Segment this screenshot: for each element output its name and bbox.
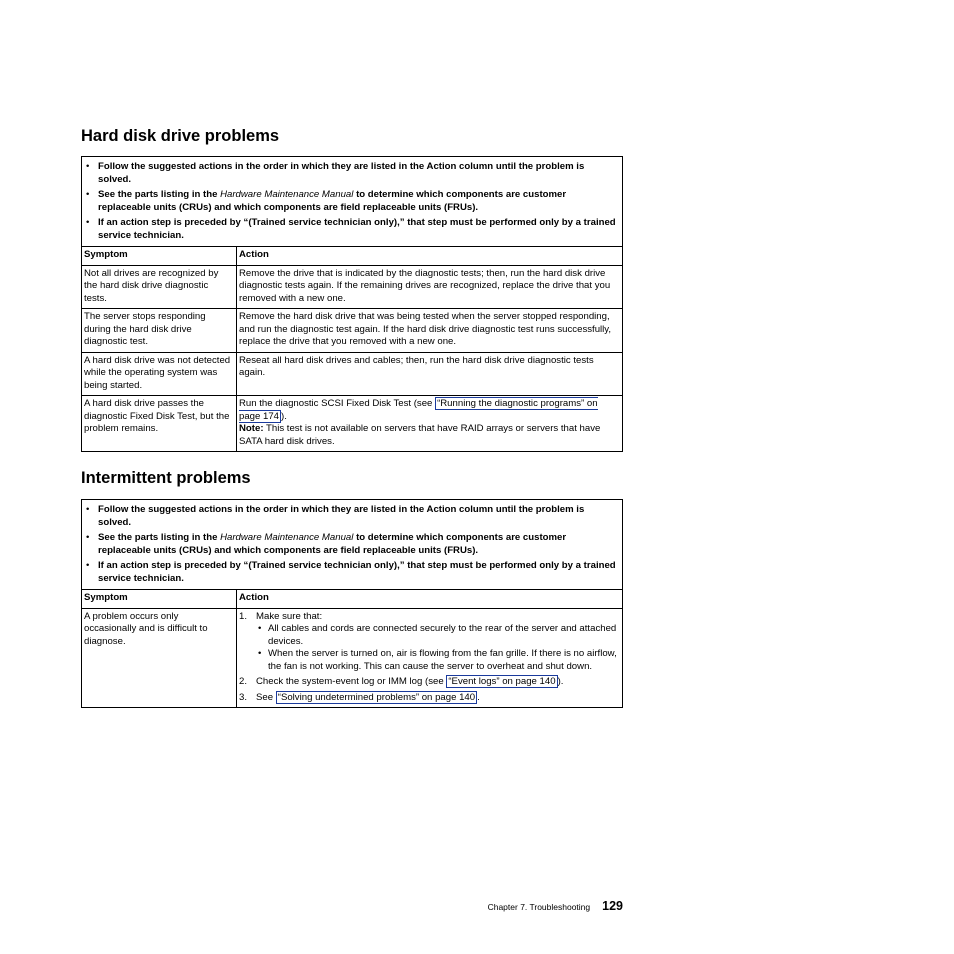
table-row (82, 266, 622, 310)
bullet-icon: • (86, 217, 90, 228)
action-steps (239, 611, 618, 705)
running-diagnostic-programs-link[interactable]: “Running the diagnostic programs” on page 174 (239, 398, 598, 422)
bullet-icon: • (86, 532, 90, 543)
action-step: 1. Make sure that: • All cables and cords are connected securely to the rear of the server and attached devices. • When the server is turned on, air is flowing from the fan grille. If there is no airflow, the fan is not working. This can cause the server to overheat and shut down. (239, 610, 617, 672)
section-title-hard-disk: Hard disk drive problems (81, 127, 280, 145)
symptom-cell: A hard disk drive passes the diagnostic Fixed Disk Test, but the problem remains. (82, 396, 237, 451)
note-item: • See the parts listing in the Hardware Maintenance Manual to determine which components are customer replaceable units (CRUs) and which components are field replaceable units (FRUs). (86, 532, 567, 556)
notes-box (82, 157, 622, 247)
table-row (82, 609, 622, 708)
bullet-icon: • (258, 623, 262, 634)
symptom-header: Symptom (82, 247, 237, 265)
note-item: • Follow the suggested actions in the order in which they are listed in the Action column until the problem is solved. (86, 504, 585, 528)
note-item: • Follow the suggested actions in the order in which they are listed in the Action column until the problem is solved. (86, 161, 585, 185)
symptom-cell: A hard disk drive was not detected while the operating system was being started. (82, 353, 237, 396)
chapter-label: Chapter 7. Troubleshooting (487, 902, 591, 912)
section-title-intermittent: Intermittent problems (81, 469, 251, 487)
symptom-cell: The server stops responding during the hard disk drive diagnostic test. (82, 309, 237, 352)
bullet-icon: • (86, 560, 90, 571)
table-row (82, 396, 622, 451)
page-number: 129 (602, 899, 623, 913)
page-footer (488, 899, 623, 913)
table-row (82, 309, 622, 353)
table-row (82, 353, 622, 397)
sub-steps (256, 623, 618, 673)
symptom-cell: Not all drives are recognized by the hard disk drive diagnostic tests. (82, 266, 237, 309)
intermittent-problems-table (81, 499, 623, 708)
action-cell: Remove the drive that is indicated by the diagnostic tests; then, run the hard disk drive diagnostic tests again. If the remaining drives are recognized, replace the drive that you removed with a new one. (239, 267, 611, 304)
action-step: 2. Check the system-event log or IMM log (see “Event logs” on page 140 ). (239, 676, 564, 687)
sub-step: • All cables and cords are connected securely to the rear of the server and attached devices. (258, 623, 617, 647)
table-header-row (82, 247, 622, 266)
bullet-icon: • (86, 161, 90, 172)
action-header: Action (239, 592, 269, 603)
event-logs-link[interactable]: “Event logs” on page 140 (448, 676, 556, 687)
solving-undetermined-problems-link[interactable]: “Solving undetermined problems” on page 140 (277, 691, 476, 703)
note-item: • If an action step is preceded by “(Trained service technician only),” that step must be performed only by a trained service technician. (86, 217, 616, 241)
note-item: • See the parts listing in the Hardware Maintenance Manual to determine which components are customer replaceable units (CRUs) and which components are field replaceable units (FRUs). (86, 189, 567, 213)
action-cell: Run the diagnostic SCSI Fixed Disk Test (see “Running the diagnostic programs” on page 174 ). Note: This test is not available on servers that have RAID arrays or servers that have SATA hard disk drives. (239, 398, 601, 447)
note-label: Note: (239, 423, 264, 434)
action-header: Action (239, 249, 269, 260)
sub-step: • When the server is turned on, air is flowing from the fan grille. If there is no airflow, the fan is not working. This can cause the server to overheat and shut down. (258, 648, 617, 672)
bullet-icon: • (258, 648, 262, 659)
notes-box (82, 500, 622, 590)
action-step: 3. See “Solving undetermined problems” on page 140 . (239, 691, 480, 703)
note-text: This test is not available on servers that have RAID arrays or servers that have SATA hard disk drives. (239, 423, 601, 447)
table-header-row (82, 590, 622, 609)
action-cell: Reseat all hard disk drives and cables; then, run the hard disk drive diagnostic tests again. (239, 354, 594, 378)
hard-disk-problems-table (81, 156, 623, 452)
symptom-header: Symptom (82, 590, 237, 608)
bullet-icon: • (86, 189, 90, 200)
note-item: • If an action step is preceded by “(Trained service technician only),” that step must be performed only by a trained service technician. (86, 560, 616, 584)
action-cell: Remove the hard disk drive that was being tested when the server stopped responding, and run the diagnostic test again. If the hard disk drive diagnostic test runs successfully, replace the drive that you removed with a new one. (239, 311, 612, 347)
action-cell (237, 609, 622, 708)
bullet-icon: • (86, 504, 90, 515)
symptom-cell: A problem occurs only occasionally and is difficult to diagnose. (82, 609, 237, 708)
